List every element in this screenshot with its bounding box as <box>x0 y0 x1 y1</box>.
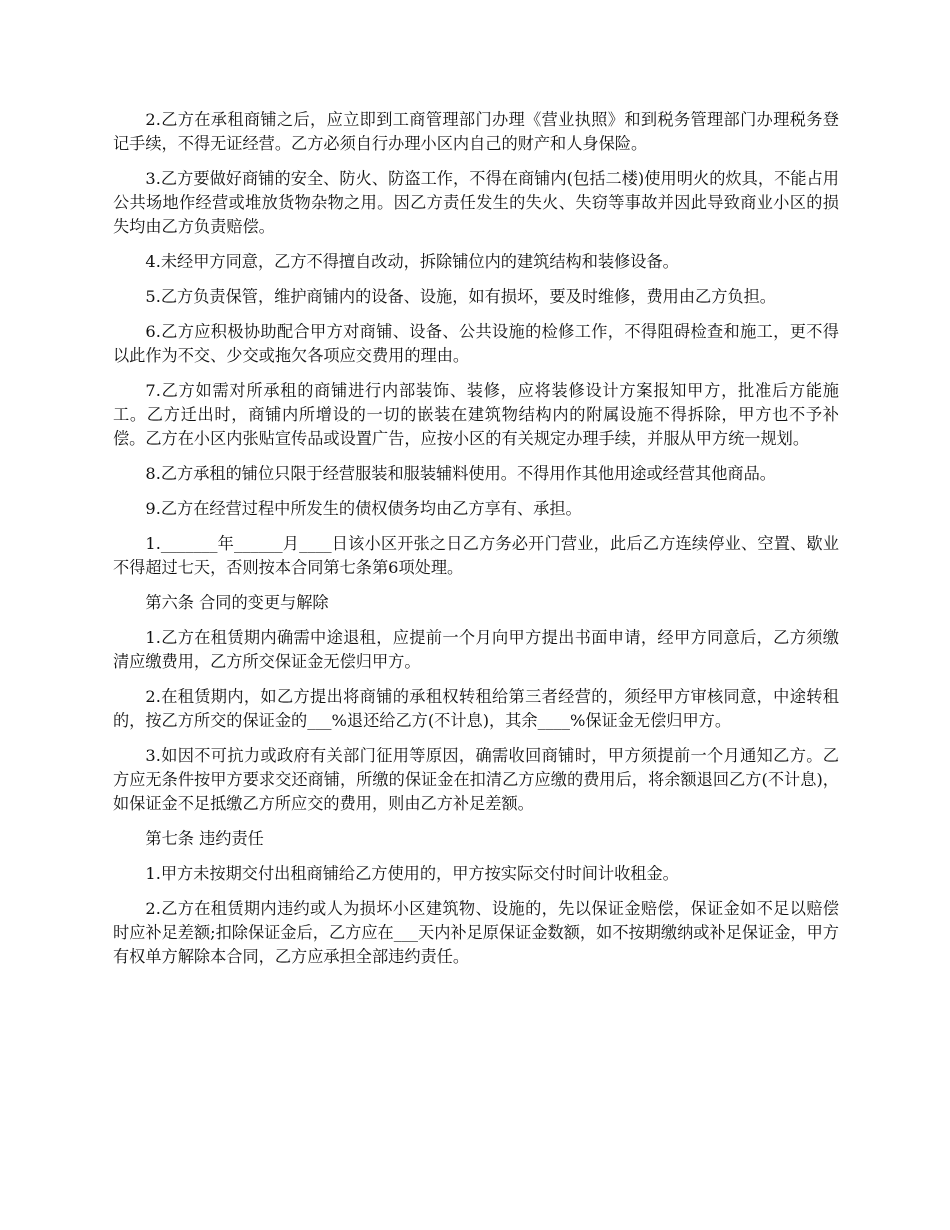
clause-paragraph: 1._______年______月____日该小区开张之日乙方务必开门营业，此后乙方连续停业、空置、歇业不得超过七天，否则按本合同第七条第6项处理。 <box>113 534 839 577</box>
document-page <box>113 108 839 980</box>
clause-paragraph: 4.未经甲方同意，乙方不得擅自改动，拆除铺位内的建筑结构和装修设备。 <box>145 252 679 271</box>
clause-paragraph: 2.乙方在租赁期内违约或人为损坏小区建筑物、设施的，先以保证金赔偿，保证金如不足以赔偿时应补足差额;扣除保证金后，乙方应在___天内补足原保证金数额，如不按期缴纳或补足保证金，甲方有权单方解除本合同，乙方应承担全部违约责任。 <box>113 899 839 966</box>
clause-paragraph: 3.乙方要做好商铺的安全、防火、防盗工作，不得在商铺内(包括二楼)使用明火的炊具，不能占用公共场地作经营或堆放货物杂物之用。因乙方责任发生的失火、失窃等事故并因此导致商业小区的损失均由乙方负责赔偿。 <box>113 169 839 236</box>
clause-paragraph: 9.乙方在经营过程中所发生的债权债务均由乙方享有、承担。 <box>145 499 582 518</box>
clause-paragraph: 6.乙方应积极协助配合甲方对商铺、设备、公共设施的检修工作，不得阻碍检查和施工，更不得以此作为不交、少交或拖欠各项应交费用的理由。 <box>113 322 839 365</box>
clause-paragraph: 8.乙方承租的铺位只限于经营服装和服装辅料使用。不得用作其他用途或经营其他商品。 <box>145 464 776 483</box>
clause-paragraph: 1.乙方在租赁期内确需中途退租，应提前一个月向甲方提出书面申请，经甲方同意后，乙方须缴清应缴费用，乙方所交保证金无偿归甲方。 <box>113 628 839 671</box>
clause-paragraph: 2.乙方在承租商铺之后，应立即到工商管理部门办理《营业执照》和到税务管理部门办理税务登记手续，不得无证经营。乙方必须自行办理小区内自己的财产和人身保险。 <box>113 110 839 153</box>
clause-paragraph: 1.甲方未按期交付出租商铺给乙方使用的，甲方按实际交付时间计收租金。 <box>145 864 679 883</box>
clause-paragraph: 7.乙方如需对所承租的商铺进行内部装饰、装修，应将装修设计方案报知甲方，批准后方能施工。乙方迁出时，商铺内所增设的一切的嵌装在建筑物结构内的附属设施不得拆除，甲方也不予补偿。乙方在小区内张贴宣传品或设置广告，应按小区的有关规定办理手续，并服从甲方统一规划。 <box>113 381 839 448</box>
clause-paragraph: 2.在租赁期内，如乙方提出将商铺的承租权转租给第三者经营的，须经甲方审核同意，中途转租的，按乙方所交的保证金的___%退还给乙方(不计息)，其余____%保证金无偿归甲方。 <box>113 687 839 730</box>
article-heading: 第七条 违约责任 <box>145 829 264 848</box>
article-heading: 第六条 合同的变更与解除 <box>145 593 329 612</box>
clause-paragraph: 5.乙方负责保管，维护商铺内的设备、设施，如有损坏，要及时维修，费用由乙方负担。 <box>145 287 776 306</box>
clause-paragraph: 3.如因不可抗力或政府有关部门征用等原因，确需收回商铺时，甲方须提前一个月通知乙方。乙方应无条件按甲方要求交还商铺，所缴的保证金在扣清乙方应缴的费用后，将余额退回乙方(不计息)，如保证金不足抵缴乙方所应交的费用，则由乙方补足差额。 <box>113 746 839 813</box>
